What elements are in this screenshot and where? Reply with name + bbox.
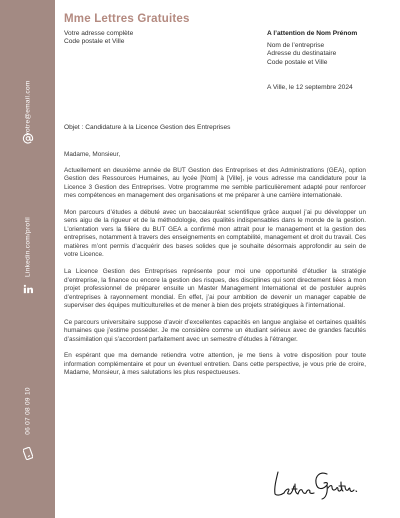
sender-address-block xyxy=(64,30,133,47)
letter-date: A Ville, le 12 septembre 2024 xyxy=(267,84,353,91)
paragraph: Mon parcours d’études a débuté avec un baccalauréat scientifique grâce auquel j’ai pu développer un sens aigu de la rigueur et de la méthodologie, des qualités indispensables dans le monde de la gestion. L’orientation vers la filière du BUT GEA a confirmé mon attrait pour le management et la gestion des entreprises, notamment à travers des enseignements en comptabilité, management et droit du travail. Ces matières m’ont permis d’acquérir des bases solides que je souhaite désormais approfondir au sein de votre Licence. xyxy=(64,208,366,259)
linkedin-icon xyxy=(23,284,33,294)
sidebar-email: votre@email.com xyxy=(24,80,31,136)
recipient-company: Nom de l’entreprise xyxy=(267,41,325,49)
sender-address: Votre adresse complète xyxy=(64,30,134,37)
paragraph: Ce parcours universitaire suppose d’avoir d’excellentes capacités en langue anglaise et certaines qualités humaines que j’estime posséder. Je me considère comme un étudiant sérieux avec de grandes facultés d’assimilation qui s’accordent parfaitement avec un semestre d’études à l’étranger. xyxy=(64,318,366,343)
sender-name: Mme Lettres Gratuites xyxy=(64,13,190,25)
sender-postal-city: Code postale et Ville xyxy=(64,38,125,46)
paragraph: La Licence Gestion des Entreprises représente pour moi une opportunité d’étudier la stratégie d’entreprise, la finance ou encore la gestion des risques, des disciplines qui sont directement liées à mon projet professionnel de préparer ensuite un Master Management International et de postuler auprès d’entreprises à rayonnement mondial. En effet, j’ai pour ambition de devenir un manager capable de superviser des équipes multiculturelles et de mener à bien des projets stratégiques à l’international. xyxy=(64,268,366,310)
letter-object: Objet : Candidature à la Licence Gestion des Entreprises xyxy=(64,124,231,131)
sidebar xyxy=(0,0,55,518)
sidebar-linkedin: Linkedin.com/profil xyxy=(24,217,31,277)
phone-icon xyxy=(23,447,33,460)
letter-body xyxy=(64,151,366,386)
paragraph: Actuellement en deuxième année de BUT Gestion des Entreprises et des Administrations (GEA), option Gestion des Ressources Humaines, au lycée [Nom] à [Ville], je vous adresse ma candidature pour la Licence 3 Gestion des Entreprises. Votre programme me semble particulièrement adapté pour renforcer mes compétences en management des organisations et me préparer à une carrière internationale. xyxy=(64,166,366,200)
recipient-postal-city: Code postale et Ville xyxy=(267,58,328,66)
recipient-attention: A l’attention de Nom Prénom xyxy=(267,30,358,37)
recipient-address: Adresse du destinataire xyxy=(267,50,337,58)
recipient-block xyxy=(267,30,357,67)
greeting: Madame, Monsieur, xyxy=(64,151,121,158)
signature xyxy=(270,462,360,502)
paragraph: En espérant que ma demande retiendra votre attention, je me tiens à votre disposition pour toute information complémentaire et pour un éventuel entretien. Dans cette perspective, je vous prie de croire, Madame, Monsieur, à mes salutations les plus respectueuses. xyxy=(64,352,366,377)
sidebar-phone: 06 07 08 09 10 xyxy=(24,387,31,435)
at-icon xyxy=(22,133,33,144)
